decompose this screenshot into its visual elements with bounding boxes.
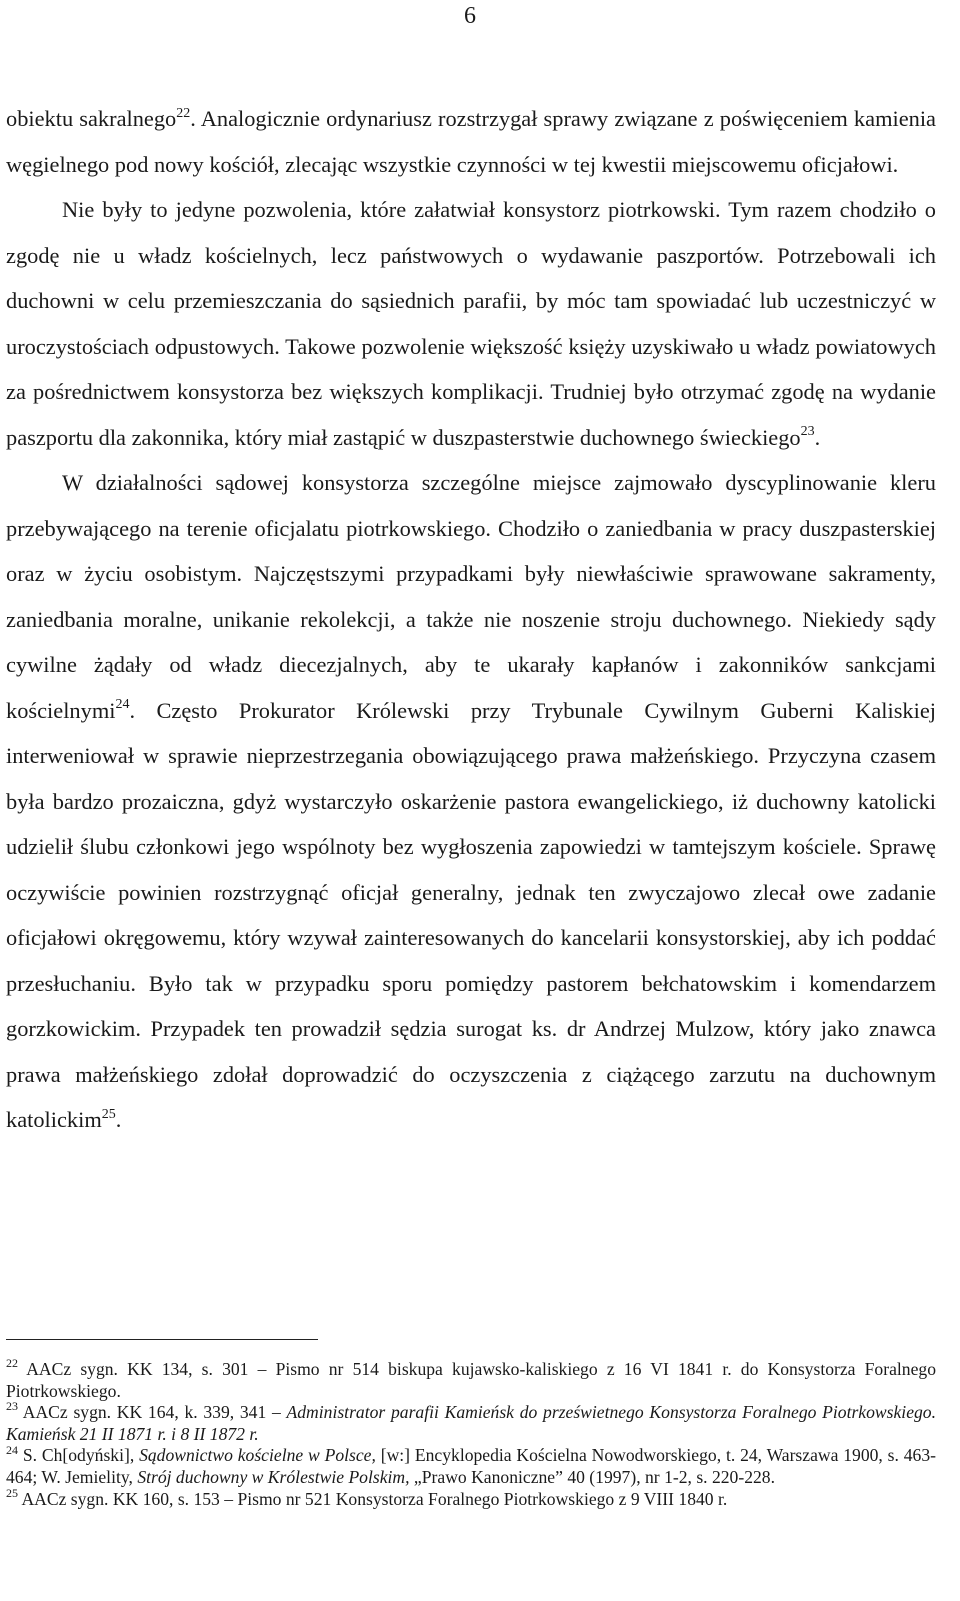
footnote-25-text: AACz sygn. KK 160, s. 153 – Pismo nr 521 Konsystorza Foralnego Piotrkowskiego z 9 VIII 1840 r. (21, 1488, 728, 1509)
footnote-number: 22 (6, 1356, 18, 1371)
footnote-number: 25 (6, 1485, 18, 1500)
page-number: 6 (464, 3, 476, 29)
paragraph-2-text-a: Nie były to jedyne pozwolenia, które załatwiał konsystorz piotrkowski. Tym razem chodziło o zgodę nie u władz kościelnych, lecz państwowych o wydawanie paszportów. Potrzebowali ich duchowni w celu przemieszczania do sąsiednich parafii, by móc tam spowiadać lub uczestniczyć w uroczystościach odpustowych. Takowe pozwolenie większość księży uzyskiwało u władz powiatowych za pośrednictwem konsystorza bez większych komplikacji. Trudniej było otrzymać zgodę na wydanie paszportu dla zakonnika, który miał zastąpić w duszpasterstwie duchownego świeckiego (6, 197, 936, 450)
footnote-23-text-a: AACz sygn. KK 164, k. 339, 341 – (22, 1402, 287, 1423)
footnote-24-title-b: Strój duchowny w Królestwie Polskim, (137, 1466, 410, 1487)
paragraph-3-text-c: . (115, 1107, 122, 1132)
footnote-separator (6, 1339, 318, 1340)
footnote-24-text-c: „Prawo Kanoniczne” 40 (1997), nr 1-2, s. 220-228. (409, 1466, 775, 1487)
paragraph-3-text-b: . Często Prokurator Królewski przy Trybunale Cywilnym Guberni Kaliskiej interweniował w sprawie nieprzestrzegania obowiązującego prawa małżeńskiego. Przyczyna czasem była bardzo prozaiczna, gdyż wystarczyło oskarżenie pastora ewangelickiego, iż duchowny katolicki udzielił ślubu członkowi jego wspólnoty bez wygłoszenia zapowiedzi w tamtejszym kościele. Sprawę oczywiście powinien rozstrzygnąć oficjał generalny, jednak ten zwyczajowo zlecał owe zadanie oficjałowi okręgowemu, który wzywał zainteresowanych do kancelarii konsystorskiej, aby ich poddać przesłuchaniu. Było tak w przypadku sporu pomiędzy pastorem bełchatowskim i komendarzem gorzkowickim. Przypadek ten prowadził sędzia surogat ks. dr Andrzej Mulzow, który jako znawca prawa małżeńskiego zdołał doprowadzić do oczyszczenia z ciążącego zarzutu na duchownym katolickim (6, 697, 936, 1132)
footnote-ref-24[interactable]: 24 (115, 697, 130, 713)
footnote-24-text-a: S. Ch[odyński], (22, 1445, 140, 1466)
footnote-ref-25[interactable]: 25 (101, 1106, 116, 1122)
footnote-number: 24 (6, 1442, 18, 1457)
footnote-24-text-b: [w:] Encyklopedia Kościelna Nowodworskiego, t. 24, Warszawa 1900, s. 463-464; W. Jemielity, (6, 1445, 936, 1487)
paragraph-1-text-b: . Analogicznie ordynariusz rozstrzygał sprawy związane z poświęceniem kamienia węgielnego pod nowy kościół, zlecając wszystkie czynności w tej kwestii miejscowemu oficjałowi. (6, 106, 936, 177)
paragraph-2-text-b: . (814, 424, 821, 450)
footnote-24 (6, 1442, 936, 1488)
paragraph-3 (6, 460, 936, 1143)
footnote-ref-22[interactable]: 22 (176, 105, 191, 121)
footnote-number: 23 (6, 1399, 18, 1414)
body-text (6, 96, 936, 1143)
footnote-22 (6, 1356, 936, 1402)
paragraph-3-text-a: W działalności sądowej konsystorza szczególne miejsce zajmowało dyscyplinowanie kleru przebywającego na terenie oficjalatu piotrkowskiego. Chodziło o zaniedbania w pracy duszpasterskiej oraz w życiu osobistym. Najczęstszymi przypadkami były niewłaściwie sprawowane sakramenty, zaniedbania moralne, unikanie rekolekcji, a także nie noszenie stroju duchownego. Niekiedy sądy cywilne żądały od władz diecezjalnych, aby te ukarały kapłanów i zakonników sankcjami kościelnymi (6, 470, 936, 723)
paragraph-1-text-a: obiektu sakralnego (6, 106, 177, 131)
footnote-23 (6, 1399, 936, 1445)
footnote-25 (6, 1485, 936, 1511)
footnote-23-title: Administrator parafii Kamieńsk do prześwietnego Konsystorza Foralnego Piotrkowskiego. Kamieńsk 21 II 1871 r. i 8 II 1872 r. (6, 1402, 936, 1444)
footnote-ref-23[interactable]: 23 (800, 424, 815, 440)
paragraph-1 (6, 96, 936, 187)
paragraph-2 (6, 187, 936, 460)
footnote-24-title-a: Sądownictwo kościelne w Polsce, (139, 1445, 376, 1466)
footnotes (6, 1356, 936, 1510)
footnote-22-text: AACz sygn. KK 134, s. 301 – Pismo nr 514 biskupa kujawsko-kaliskiego z 16 VI 1841 r. do Konsystorza Foralnego Piotrkowskiego. (6, 1359, 936, 1401)
